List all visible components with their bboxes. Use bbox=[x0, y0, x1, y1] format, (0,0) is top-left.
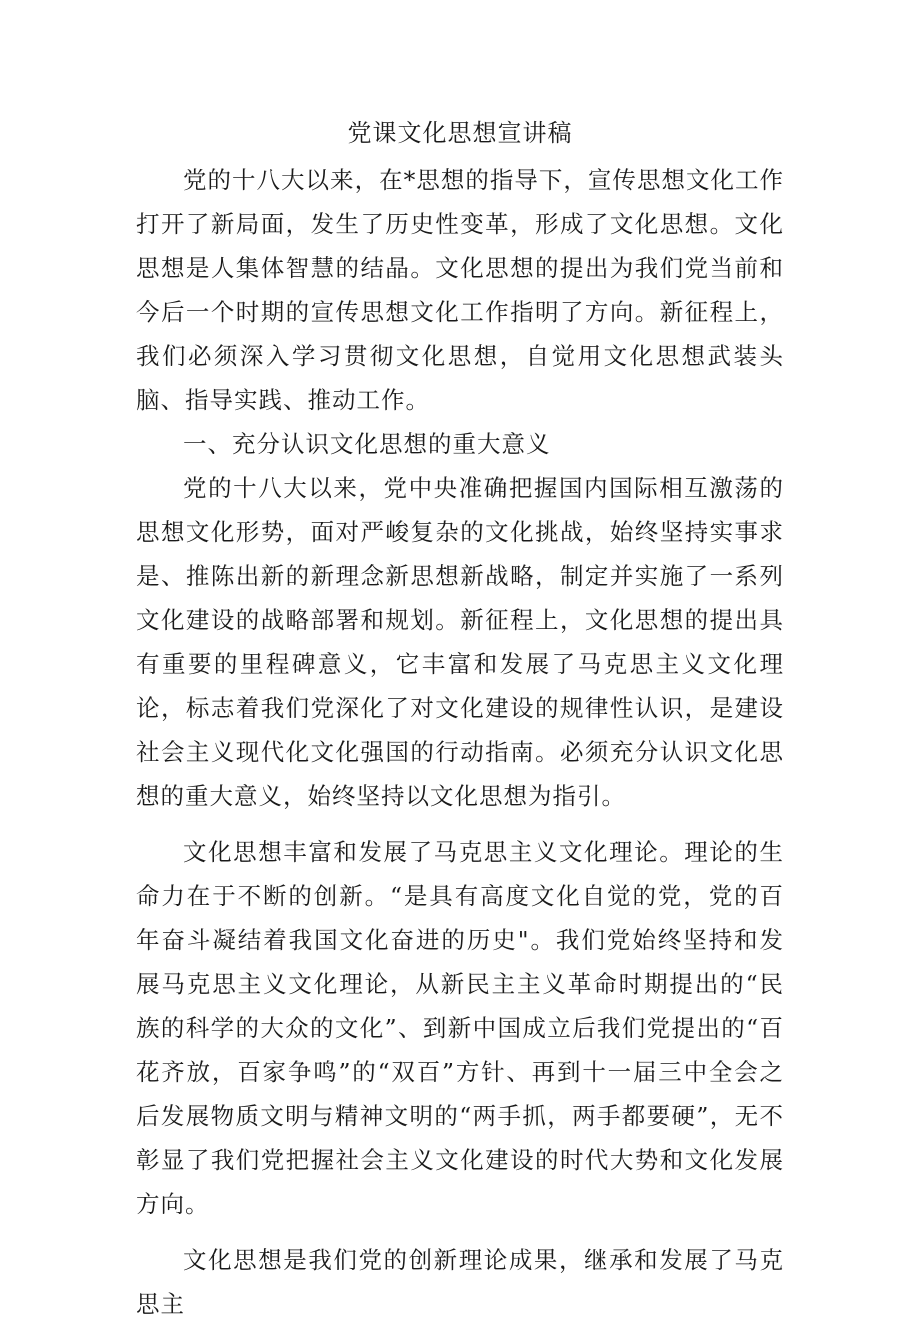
paragraph-marxist-theory: 文化思想丰富和发展了马克思主义文化理论。理论的生命力在于不断的创新。“是具有高度文化自觉的党，党的百年奋斗凝结着我国文化奋进的历史"。我们党始终坚持和发展马克思主义文化理论，从新民主主义革命时期提出的“民族的科学的大众的文化”、到新中国成立后我们党提出的“百花齐放，百家争鸣”的“双百”方针、再到十一届三中全会之后发展物质文明与精神文明的“两手抓，两手都要硬”，无不彰显了我们党把握社会主义文化建设的时代大势和文化发展方向。 bbox=[136, 838, 784, 1218]
paragraph-intro: 党的十八大以来，在*思想的指导下，宣传思想文化工作打开了新局面，发生了历史性变革，形成了文化思想。文化思想是人集体智慧的结晶。文化思想的提出为我们党当前和今后一个时期的宣传思想文化工作指明了方向。新征程上，我们必须深入学习贯彻文化思想，自觉用文化思想武装头脑、指导实践、推动工作。 bbox=[136, 166, 784, 414]
paragraph-innovation: 文化思想是我们党的创新理论成果，继承和发展了马克思主 bbox=[136, 1246, 784, 1318]
section-heading-1: 一、充分认识文化思想的重大意义 bbox=[183, 430, 551, 458]
paragraph-significance: 党的十八大以来，党中央准确把握国内国际相互激荡的思想文化形势，面对严峻复杂的文化挑战，始终坚持实事求是、推陈出新的新理念新思想新战略，制定并实施了一系列文化建设的战略部署和规划。新征程上，文化思想的提出具有重要的里程碑意义，它丰富和发展了马克思主义文化理论，标志着我们党深化了对文化建设的规律性认识，是建设社会主义现代化文化强国的行动指南。必须充分认识文化思想的重大意义，始终坚持以文化思想为指引。 bbox=[136, 474, 784, 810]
document-title: 党课文化思想宣讲稿 bbox=[347, 119, 573, 147]
